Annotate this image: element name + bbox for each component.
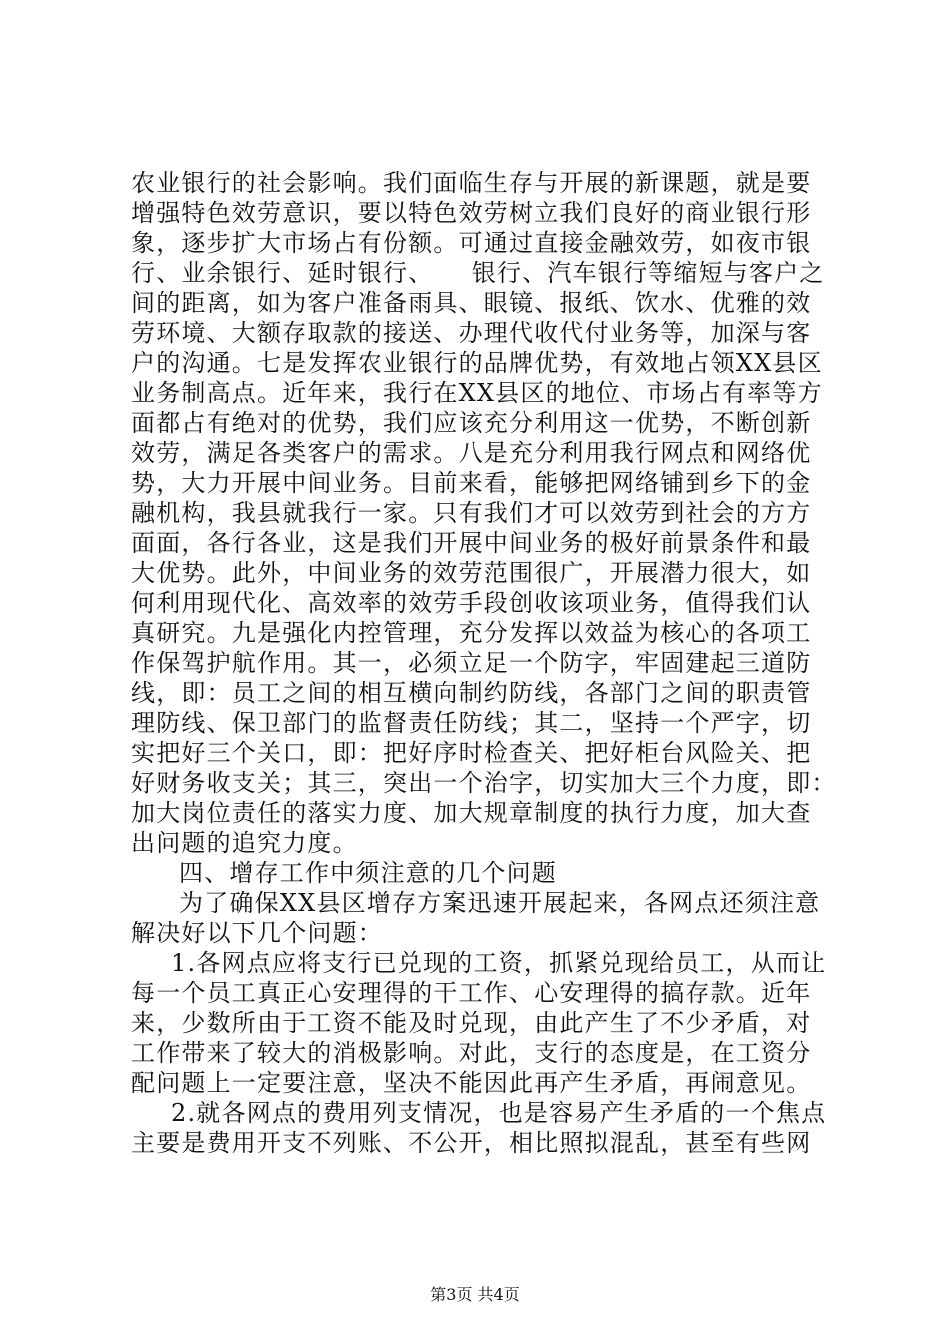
text-line: 作保驾护航作用。其一，必须立足一个防字，牢固建起三道防 [131, 649, 812, 677]
text-line: 间的距离，如为客户准备雨具、眼镜、报纸、饮水、优雅的效 [131, 289, 812, 317]
text-line: 大优势。此外，中间业务的效劳范围很广，开展潜力很大，如 [131, 559, 812, 587]
text-line: 加大岗位责任的落实力度、加大规章制度的执行力度，加大查 [131, 799, 812, 827]
text-line: 劳环境、大额存取款的接送、办理代收代付业务等，加深与客 [131, 319, 812, 347]
text-line: 理防线、保卫部门的监督责任防线；其二，坚持一个严字，切 [131, 709, 812, 737]
text-line: 出问题的追究力度。 [131, 829, 358, 857]
text-line: 配问题上一定要注意，坚决不能因此再产生矛盾，再闹意见。 [131, 1069, 812, 1097]
text-line: 主要是费用开支不列账、不公开，相比照拟混乱，甚至有些网 [131, 1129, 812, 1157]
text-line: 实把好三个关口，即：把好序时检查关、把好柜台风险关、把 [131, 739, 812, 767]
text-line: 解决好以下几个问题： [131, 919, 383, 947]
body-text [131, 168, 847, 1158]
page-footer [0, 1285, 950, 1305]
text-line: 农业银行的社会影响。我们面临生存与开展的新课题，就是要 [131, 169, 812, 197]
text-line: 面面，各行各业，这是我们开展中间业务的极好前景条件和最 [131, 529, 812, 557]
text-line: 工作带来了较大的消极影响。对此，支行的态度是，在工资分 [131, 1039, 812, 1067]
text-line: 线，即：员工之间的相互横向制约防线，各部门之间的职责管 [131, 679, 812, 707]
text-line: 融机构，我县就我行一家。只有我们才可以效劳到社会的方方 [131, 499, 812, 527]
text-line: 业务制高点。近年来，我行在XX县区的地位、市场占有率等方 [131, 379, 823, 407]
text-line: 象，逐步扩大市场占有份额。可通过直接金融效劳，如夜市银 [131, 229, 812, 257]
text-line: 效劳，满足各类客户的需求。八是充分利用我行网点和网络优 [131, 439, 812, 467]
text-line: 户的沟通。七是发挥农业银行的品牌优势，有效地占领XX县区 [131, 349, 823, 377]
text-line: 何利用现代化、高效率的效劳手段创收该项业务，值得我们认 [131, 589, 812, 617]
text-line: 势，大力开展中间业务。目前来看，能够把网络铺到乡下的金 [131, 469, 812, 497]
text-line: 增强特色效劳意识，要以特色效劳树立我们良好的商业银行形 [131, 199, 812, 227]
text-line: 每一个员工真正心安理得的干工作、心安理得的搞存款。近年 [131, 979, 812, 1007]
text-line: 好财务收支关；其三，突出一个治字，切实加大三个力度，即： [131, 769, 837, 797]
text-line: 2.就各网点的费用列支情况，也是容易产生矛盾的一个焦点 [171, 1099, 827, 1127]
text-line: 来，少数所由于工资不能及时兑现，由此产生了不少矛盾，对 [131, 1009, 812, 1037]
text-line: 为了确保XX县区增存方案迅速开展起来，各网点还须注意 [179, 889, 821, 917]
text-line: 1.各网点应将支行已兑现的工资，抓紧兑现给员工，从而让 [171, 949, 827, 977]
text-line: 真研究。九是强化内控管理，充分发挥以效益为核心的各项工 [131, 619, 812, 647]
text-line: 行、业余银行、延时银行、 银行、汽车银行等缩短与客户之 [131, 259, 825, 287]
text-line: 面都占有绝对的优势，我们应该充分利用这一优势，不断创新 [131, 409, 812, 437]
page-number: 第3页 共4页 [430, 1285, 520, 1304]
section-heading: 四、增存工作中须注意的几个问题 [179, 859, 557, 887]
